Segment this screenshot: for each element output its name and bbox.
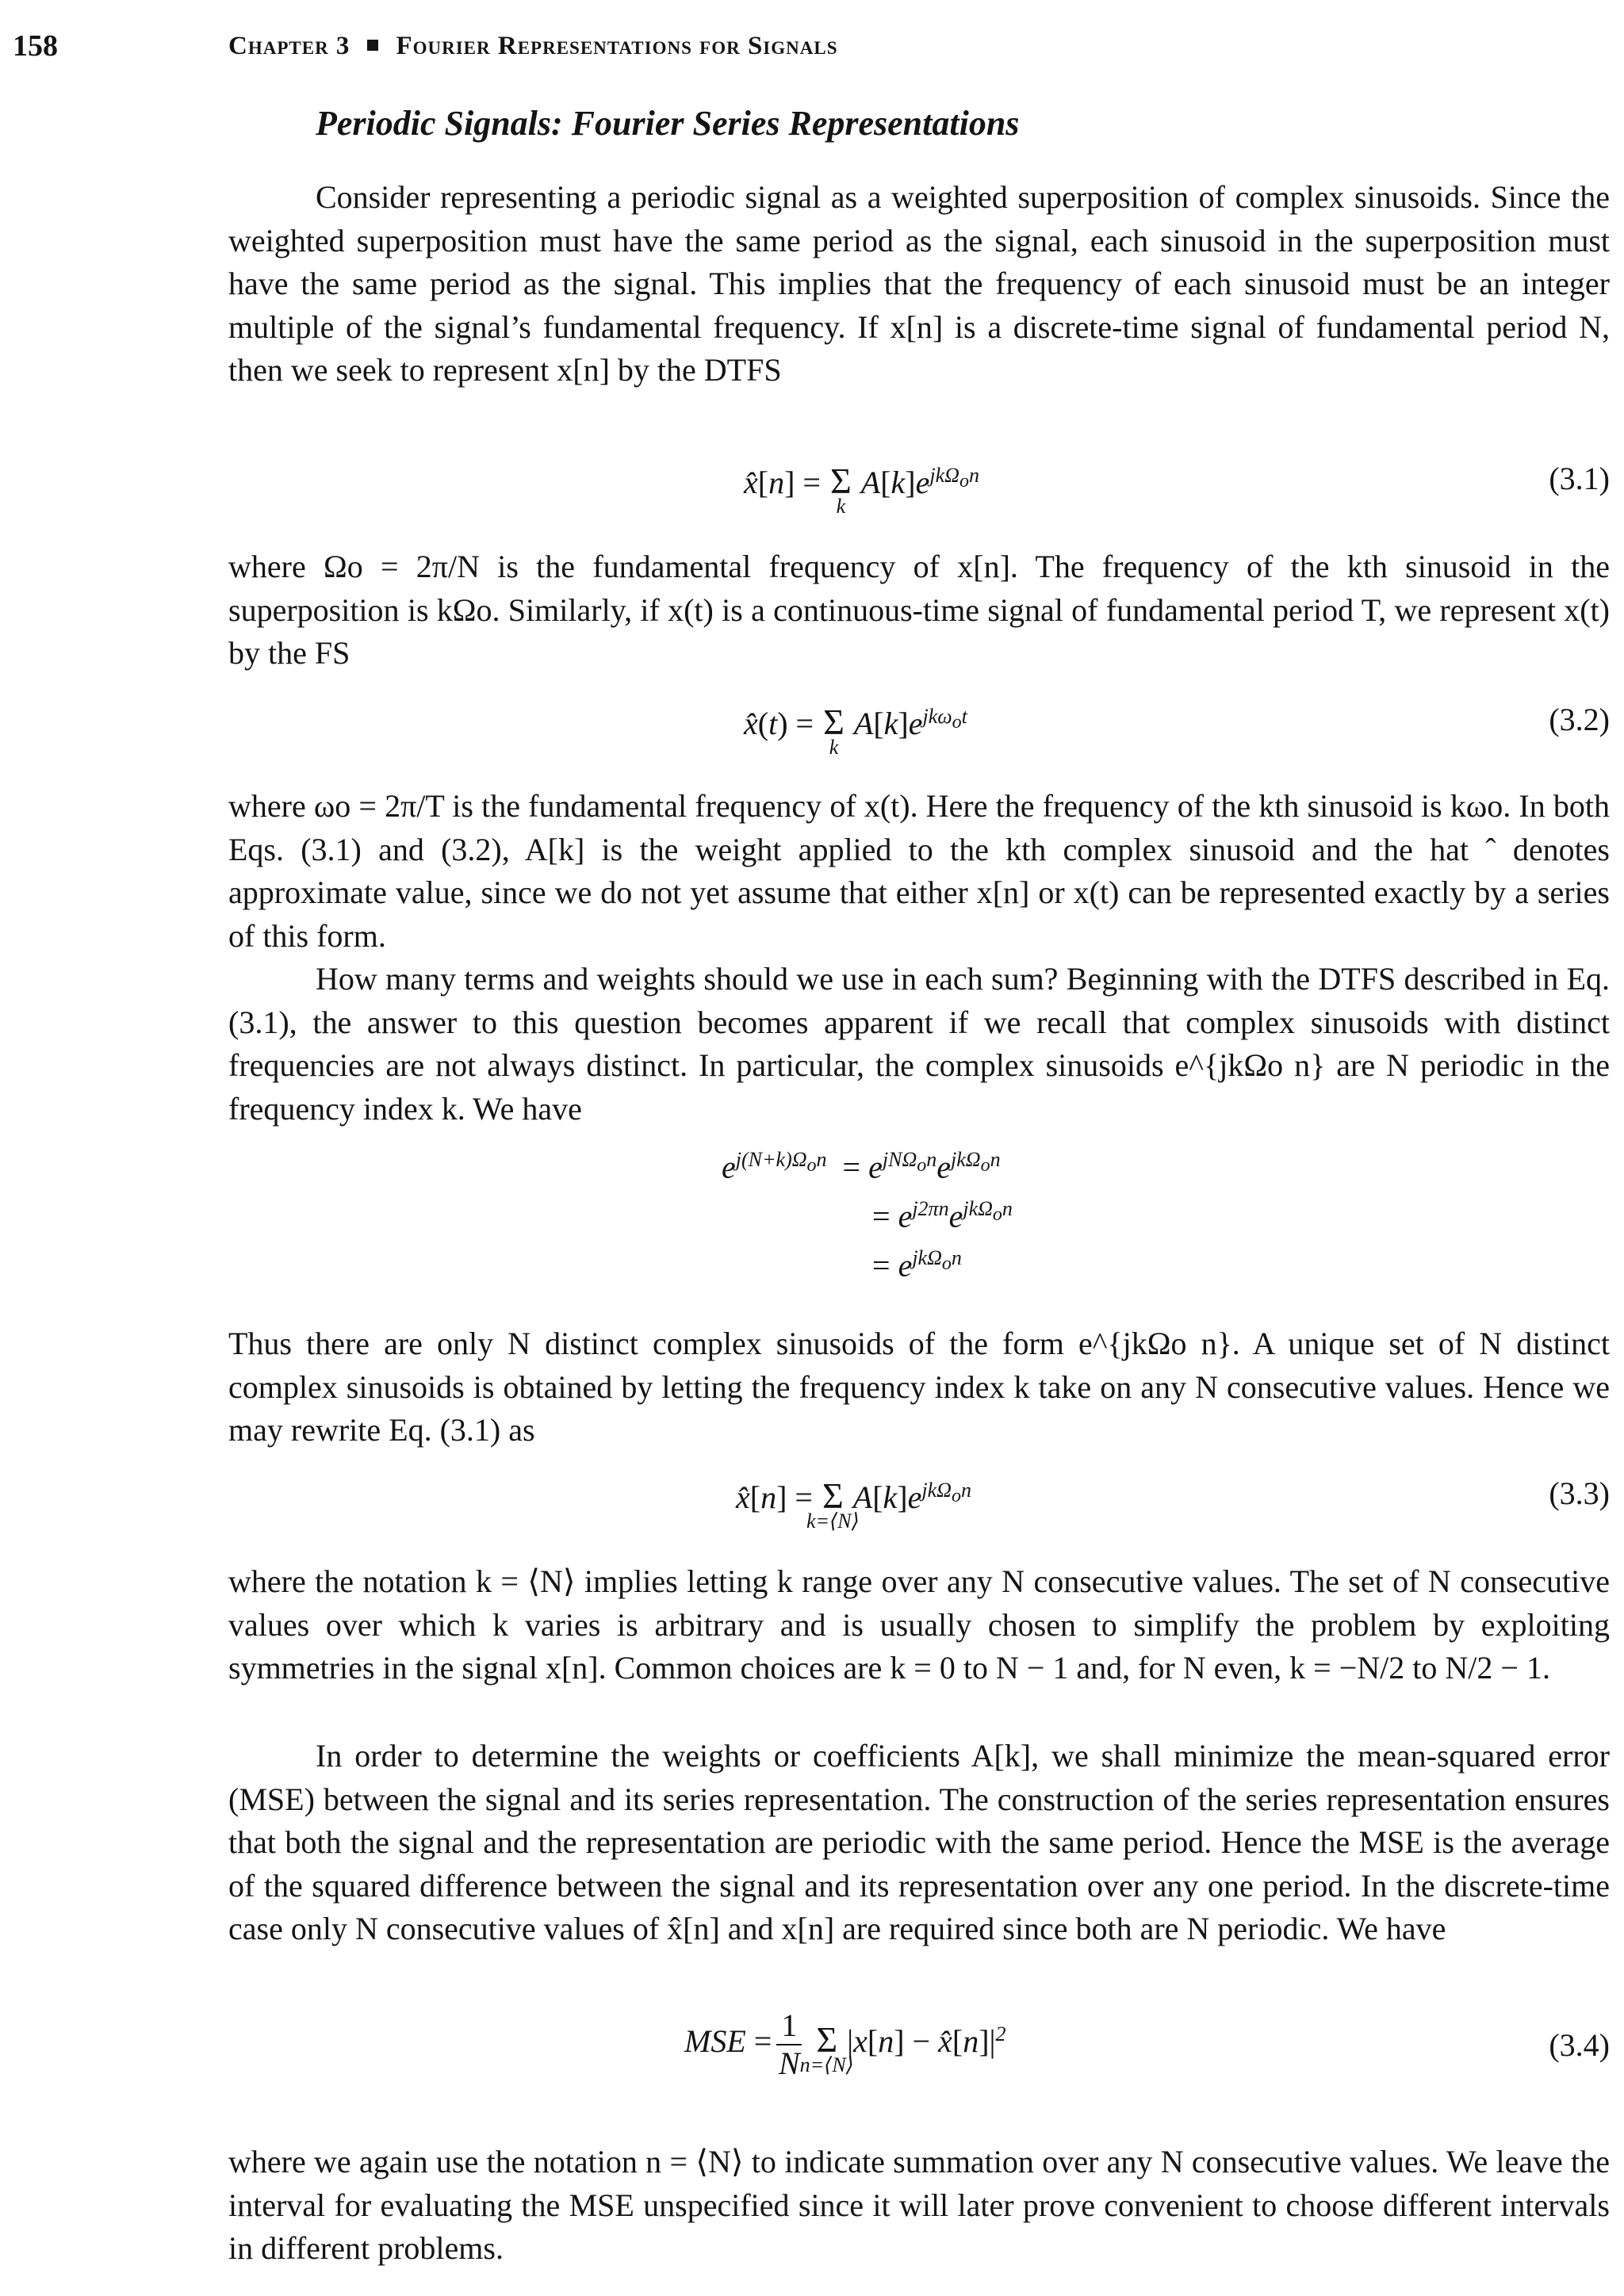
section-title: Periodic Signals: Fourier Series Representations	[316, 104, 1020, 143]
equation-3-4	[228, 2007, 1610, 2095]
p6-text: where the notation k = ⟨N⟩ implies letting k range over any N consecutive values. The set of N consecutive values over which k varies is arbitrary and is usually chosen to simplify the problem by exploiting symmetries in the signal x[n]. Common choices are k = 0 to N − 1 and, for N even, k = −N/2 to N/2 − 1.	[228, 1563, 1610, 1686]
p3-text: where ωo = 2π/T is the fundamental frequency of x(t). Here the frequency of the kth sinusoid is kωo. In both Eqs. (3.1) and (3.2), A[k] is the weight applied to the kth complex sinusoid and the hat ˆ denotes approximate value, since we do not yet assume that either x[n] or x(t) can be represented exactly by a series of this form.	[228, 788, 1610, 954]
equation-3-2	[228, 701, 1610, 764]
eq-3-4-body: MSE = $\frac{1}{N}$ Σ n=⟨N⟩ $|x[n] - x̂[n]|^2$	[684, 2007, 1006, 2081]
page-number: 158	[13, 29, 58, 63]
p8-text: where we again use the notation n = ⟨N⟩ to indicate summation over any N consecutive values. We leave the interval for evaluating the MSE unspecified since it will later prove convenient to choose different intervals in different problems.	[228, 2144, 1610, 2266]
paragraph-6	[228, 1560, 1610, 1690]
eq-number: (3.3)	[1549, 1475, 1610, 1511]
chapter-title: Fourier Representations for Signals	[396, 32, 838, 60]
bullet-separator-icon	[367, 40, 378, 51]
equation-3-3	[228, 1475, 1610, 1538]
paragraph-2	[228, 545, 1610, 675]
paragraph-4	[228, 958, 1610, 1131]
periodicity-line-3: = $e^{jk\Omega_on}$	[872, 1246, 962, 1284]
periodicity-line-2: = $e^{j2\pi n}e^{jk\Omega_on}$	[872, 1197, 1013, 1234]
p1-text: Consider representing a periodic signal as a weighted superposition of complex sinusoids. Since the weighted superposition must have the same period as the signal, each sinusoid in the superposition must have the same period as the signal. This implies that the frequency of each sinusoid must be an integer multiple of the signal’s fundamental frequency. If x[n] is a discrete-time signal of fundamental period N, then we seek to represent x[n] by the DTFS	[228, 179, 1610, 388]
equation-3-1	[228, 460, 1610, 523]
periodicity-line-1: $e^{j(N+k)\Omega_on} = e^{jN\Omega_on}e^{jk\Omega_on}$	[722, 1148, 1001, 1185]
p5-text: Thus there are only N distinct complex sinusoids of the form e^{jkΩo n}. A unique set of N distinct complex sinusoids is obtained by letting the frequency index k take on any N consecutive values. Hence we may rewrite Eq. (3.1) as	[228, 1326, 1610, 1448]
chapter-label: Chapter 3	[228, 32, 350, 60]
p4-text: How many terms and weights should we use in each sum? Beginning with the DTFS described in Eq. (3.1), the answer to this question becomes apparent if we recall that complex sinusoids with distinct frequencies are not always distinct. In particular, the complex sinusoids e^{jkΩo n} are N periodic in the frequency index k. We have	[228, 961, 1610, 1127]
paragraph-7	[228, 1735, 1610, 1951]
paragraph-8	[228, 2141, 1610, 2271]
eq-number: (3.4)	[1549, 2027, 1610, 2063]
running-head	[228, 32, 838, 61]
paragraph-1	[228, 176, 1610, 392]
p2-text: where Ωo = 2π/N is the fundamental frequency of x[n]. The frequency of the kth sinusoid in the superposition is kΩo. Similarly, if x(t) is a continuous-time signal of fundamental period T, we represent x(t) by the FS	[228, 549, 1610, 671]
eq-3-2-body: x̂(t) = Σ k $A[k]e^{jk\omega_ot}$	[744, 702, 967, 759]
eq-number: (3.2)	[1549, 702, 1610, 737]
paragraph-5	[228, 1322, 1610, 1452]
paragraph-3	[228, 785, 1610, 958]
eq-number: (3.1)	[1549, 461, 1610, 496]
eq-3-3-body: x̂[n] = Σ k=⟨N⟩ $A[k]e^{jk\Omega_on}$	[736, 1475, 971, 1533]
eq-3-1-body: x̂[n] = Σ k $A[k]e^{jk\Omega_on}$	[744, 461, 979, 518]
p7-text: In order to determine the weights or coefficients A[k], we shall minimize the mean-squared error (MSE) between the signal and its series representation. The construction of the series representation ensures that both the signal and the representation are periodic with the same period. Hence the MSE is the average of the squared difference between the signal and its representation over any one period. In the discrete-time case only N consecutive values of x̂[n] and x[n] are required since both are N periodic. We have	[228, 1738, 1610, 1946]
page-header	[0, 24, 1624, 71]
